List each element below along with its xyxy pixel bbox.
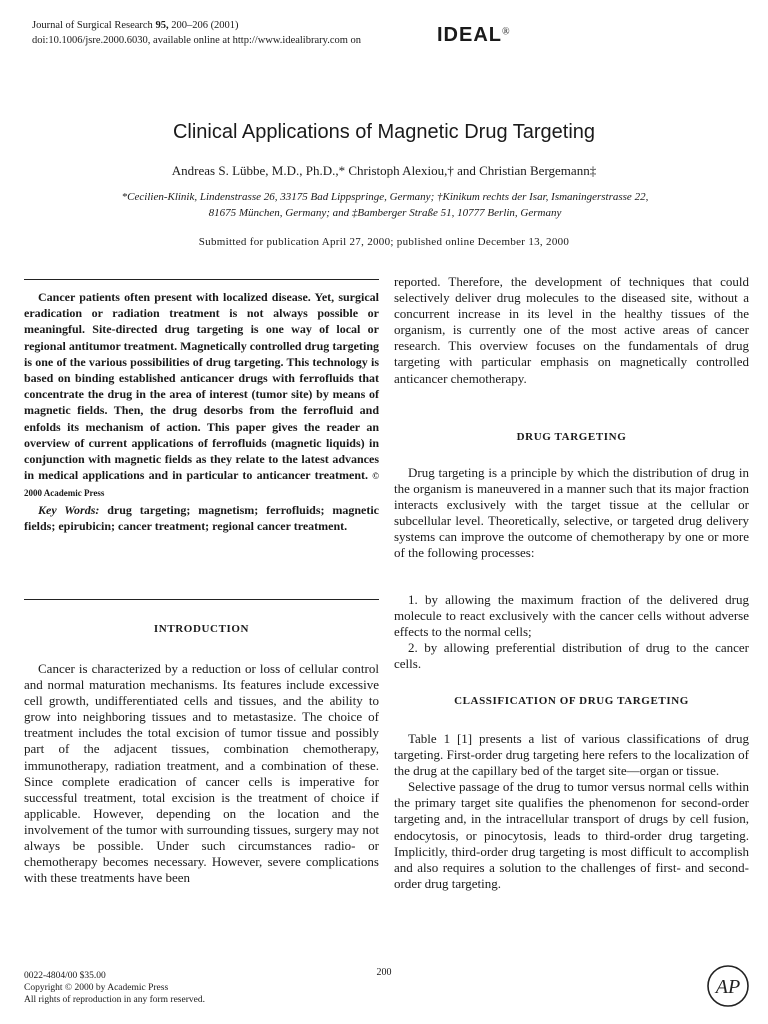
list-item: 2. by allowing preferential distribution of drug to the cancer cells. xyxy=(394,640,749,672)
introduction-body: Cancer is characterized by a reduction or loss of cellular control and normal maturation mechanisms. Its features include excessive cell growth, undifferentiated cells and tissues, and the ability to grow into neighboring tissues and to metastasize. The choice of treatment includes the total excision of tumor tissue and possibly part of the adjacent tissues, combination chemotherapy, immunotherapy, radiation treatment, and a combination of these. Since complete eradication of cancer cells is imperative for successful treatment, total excision is the treatment of choice if applicable. However, depending on the location and the involvement of the tumor with surrounding tissues, surgery may not always be possible. Under such circumstances radio- or chemotherapy becomes necessary. However, severe complications with these treatments have been xyxy=(24,661,379,886)
abstract-top-rule xyxy=(24,279,379,280)
academic-press-logo xyxy=(706,964,750,1008)
author-list: Andreas S. Lübbe, M.D., Ph.D.,* Christoph Alexiou,† and Christian Bergemann‡ xyxy=(171,163,597,178)
copyright-footer xyxy=(24,970,205,1006)
affiliation-line-1: *Cecilien-Klinik, Lindenstrasse 26, 33175 Bad Lippspringe, Germany; †Kinikum rechts der Isar, Ismaningerstrasse 22, xyxy=(121,191,649,203)
paper-title: Clinical Applications of Magnetic Drug Targeting xyxy=(172,121,596,143)
section-heading-drug-targeting: DRUG TARGETING xyxy=(516,431,627,443)
affiliations xyxy=(70,189,700,221)
list-item: 1. by allowing the maximum fraction of the delivered drug molecule to react exclusively with the cancer cells without adverse effects to the normal cells; xyxy=(394,592,749,640)
abstract-body: Cancer patients often present with localized disease. Yet, surgical eradication or radiation treatment is not always possible or meaningful. Site-directed drug targeting is one way of local or regional antitumor treatment. Magnetically controlled drug targeting is one of the various possibilities of drug targeting. This technology is based on binding established anticancer drugs with ferrofluids that concentrate the drug in the area of interest (tumor site) by means of magnetic fields. Then, the drug desorbs from the ferrofluid and enfolds its mechanism of action. This paper gives the reader an overview of current applications of ferrofluids (magnetic liquids) in conjunction with magnetic fields as they relate to the latest advances in medical applications and in particular to anticancer treatment. © 2000 Academic Press xyxy=(24,290,379,499)
copyright-line: Copyright © 2000 by Academic Press xyxy=(24,983,169,993)
journal-citation xyxy=(32,18,361,48)
section-heading-classification: CLASSIFICATION OF DRUG TARGETING xyxy=(454,695,689,707)
introduction-continued: reported. Therefore, the development of techniques that could selectively deliver drug molecules to the diseased site, without a concurrent increase in its level in the healthy tissues of the organism, is currently one of the most active areas of cancer research. This overview focuses on the fundamentals of drug targeting with particular emphasis on magnetically controlled anticancer chemotherapy. xyxy=(394,274,749,386)
affiliation-line-2: 81675 München, Germany; and ‡Bamberger Straße 51, 10777 Berlin, Germany xyxy=(208,207,562,219)
rights-line: All rights of reproduction in any form reserved. xyxy=(24,995,205,1005)
svg-text:AP: AP xyxy=(715,976,741,998)
journal-doi-line: doi:10.1006/jsre.2000.6030, available online at http://www.idealibrary.com on xyxy=(32,35,362,46)
drug-targeting-list xyxy=(394,592,749,672)
issn-price: 0022-4804/00 $35.00 xyxy=(24,971,106,981)
abstract-copyright: © 2000 Academic Press xyxy=(24,471,379,499)
keywords: Key Words: drug targeting; magnetism; ferrofluids; magnetic fields; epirubicin; cancer treatment; regional cancer treatment. xyxy=(24,502,380,533)
abstract-bottom-rule xyxy=(24,599,379,600)
submission-dates: Submitted for publication April 27, 2000; published online December 13, 2000 xyxy=(198,236,570,248)
section-heading-introduction: INTRODUCTION xyxy=(153,623,250,635)
ideal-logo: IDEAL® xyxy=(437,24,510,46)
abstract xyxy=(24,289,379,534)
page-number: 200 xyxy=(376,967,392,978)
journal-line-1: Journal of Surgical Research 95, 200–206 (2001) xyxy=(32,20,239,31)
classification-body: Table 1 [1] presents a list of various classifications of drug targeting. First-order drug targeting here refers to the localization of the drug at the capillary bed of the target site—organ or tissue. Selective passage of the drug to tumor versus normal cells within the primary target site qualifies the phenomenon for second-order targeting and, in the intracellular transport of drugs by cell fusion, endocytosis, or pinocytosis, leads to third-order drug targeting. Implicitly, third-order drug targeting is most difficult to accomplish and also requires a solution to the challenges of first- and second-order drug targeting. xyxy=(394,731,749,891)
drug-targeting-body: Drug targeting is a principle by which the distribution of drug in the organism is maneuvered in a manner such that its major fraction interacts exclusively with the target tissue at the cellular or subcellular level. Theoretically, selective, or targeted drug delivery systems can improve the outcome of chemotherapy by one or more of the following processes: xyxy=(394,465,749,561)
